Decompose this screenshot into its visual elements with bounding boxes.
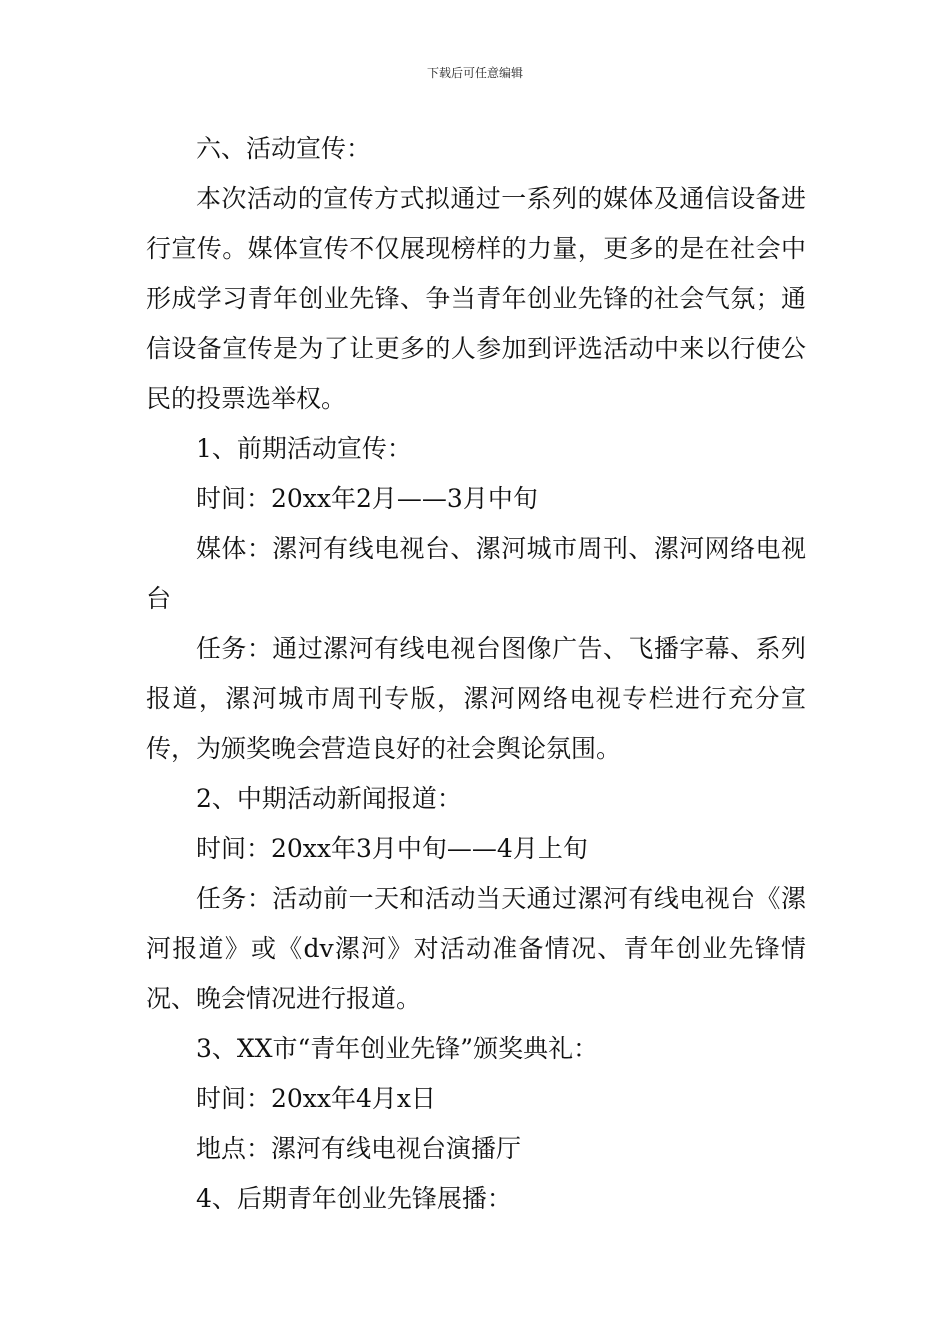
- early-task: 任务：通过漯河有线电视台图像广告、飞播字幕、系列报道，漯河城市周刊专版，漯河网络电视专栏进行充分宣传，为颁奖晚会营造良好的社会舆论氛围。: [146, 634, 806, 763]
- section-heading-publicity: 六、活动宣传：: [196, 134, 372, 163]
- page-header-note: 下载后可任意编辑: [426, 66, 523, 80]
- subheading-late-showcase: 4、后期青年创业先锋展播：: [196, 1184, 512, 1213]
- ceremony-time: 时间：20xx年4月x日: [196, 1084, 437, 1113]
- early-time: 时间：20xx年2月——3月中旬: [196, 484, 538, 513]
- subheading-early-publicity: 1、前期活动宣传：: [196, 434, 412, 463]
- mid-task: 任务：活动前一天和活动当天通过漯河有线电视台《漯河报道》或《dv漯河》对活动准备情况、青年创业先锋情况、晚会情况进行报道。: [146, 884, 806, 1013]
- early-media: 媒体：漯河有线电视台、漯河城市周刊、漯河网络电视台: [146, 534, 806, 613]
- paragraph-publicity-overview: 本次活动的宣传方式拟通过一系列的媒体及通信设备进行宣传。媒体宣传不仅展现榜样的力量，更多的是在社会中形成学习青年创业先锋、争当青年创业先锋的社会气氛；通信设备宣传是为了让更多的人参加到评选活动中来以行使公民的投票选举权。: [146, 184, 806, 413]
- subheading-mid-news: 2、中期活动新闻报道：: [196, 784, 462, 813]
- subheading-award-ceremony: 3、XX市“青年创业先锋”颁奖典礼：: [196, 1034, 599, 1063]
- ceremony-location: 地点：漯河有线电视台演播厅: [196, 1134, 522, 1163]
- document-body: [146, 124, 806, 1224]
- mid-time: 时间：20xx年3月中旬——4月上旬: [196, 834, 588, 863]
